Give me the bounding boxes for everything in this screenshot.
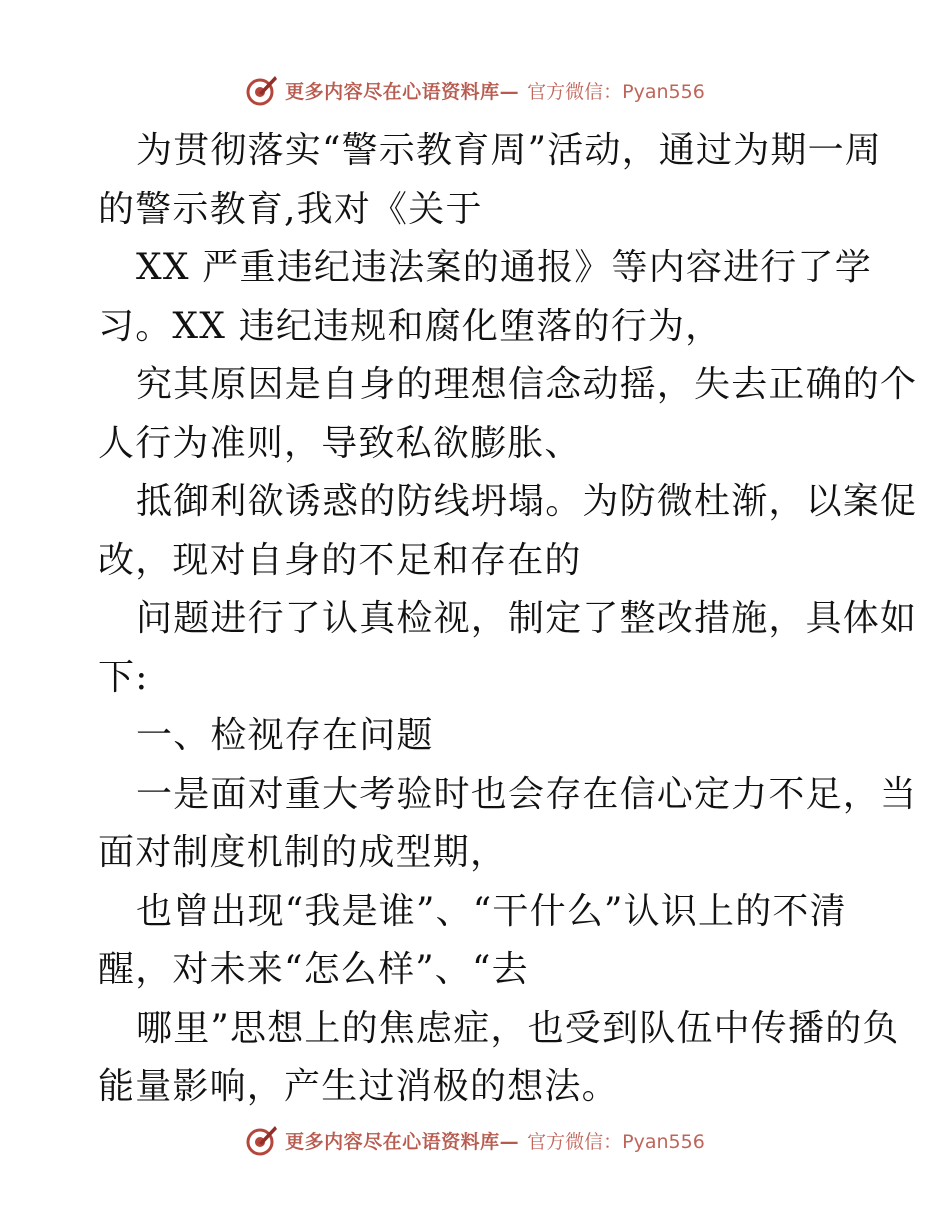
paragraph-7-line-1: 也曾出现“我是谁”、“干什么”认识上的不清 — [136, 890, 847, 932]
section-heading: 一、检视存在问题 — [136, 715, 434, 756]
quill-logo-icon — [245, 73, 279, 107]
paragraph-1-line-1: 为贯彻落实“警示教育周”活动，通过为期一周 — [136, 130, 883, 171]
paragraph-2-line-1: XX 严重违纪违法案的通报》等内容进行了学 — [136, 247, 872, 288]
document-body — [98, 122, 918, 1117]
paragraph-3-line-1: 究其原因是自身的理想信念动摇，失去正确的个 — [136, 364, 918, 405]
header-watermark — [0, 70, 950, 110]
quill-logo-icon — [245, 1123, 279, 1157]
watermark-contact-text: 官方微信：Pyan556 — [527, 80, 705, 103]
watermark-site-text: 更多内容尽在心语资料库— — [285, 1130, 520, 1153]
paragraph-4-line-2: 改，现对自身的不足和存在的 — [98, 539, 582, 581]
paragraph-7-line-2: 醒，对未来“怎么样”、“去 — [98, 949, 529, 990]
footer-watermark — [0, 1120, 950, 1160]
paragraph-1-line-2: 的警示教育,我对《关于 — [98, 188, 483, 230]
watermark-contact-text: 官方微信：Pyan556 — [527, 1130, 705, 1153]
paragraph-3-line-2: 人行为准则，导致私欲膨胀、 — [98, 422, 582, 464]
paragraph-2-line-2: 习。XX 违纪违规和腐化堕落的行为， — [98, 305, 723, 347]
watermark-site-text: 更多内容尽在心语资料库— — [285, 80, 520, 103]
paragraph-4-line-1: 抵御利欲诱惑的防线坍塌。为防微杜渐，以案促 — [136, 481, 918, 522]
paragraph-6-line-2: 面对制度机制的成型期， — [98, 832, 508, 873]
paragraph-5-line-2: 下: — [98, 656, 149, 698]
paragraph-8-line-1: 哪里”思想上的焦虑症，也受到队伍中传播的负 — [136, 1007, 900, 1049]
paragraph-8-line-2: 能量影响，产生过消极的想法。 — [98, 1066, 619, 1107]
paragraph-6-line-1: 一是面对重大考验时也会存在信心定力不足，当 — [136, 773, 918, 815]
paragraph-5-line-1: 问题进行了认真检视，制定了整改措施，具体如 — [136, 598, 918, 639]
